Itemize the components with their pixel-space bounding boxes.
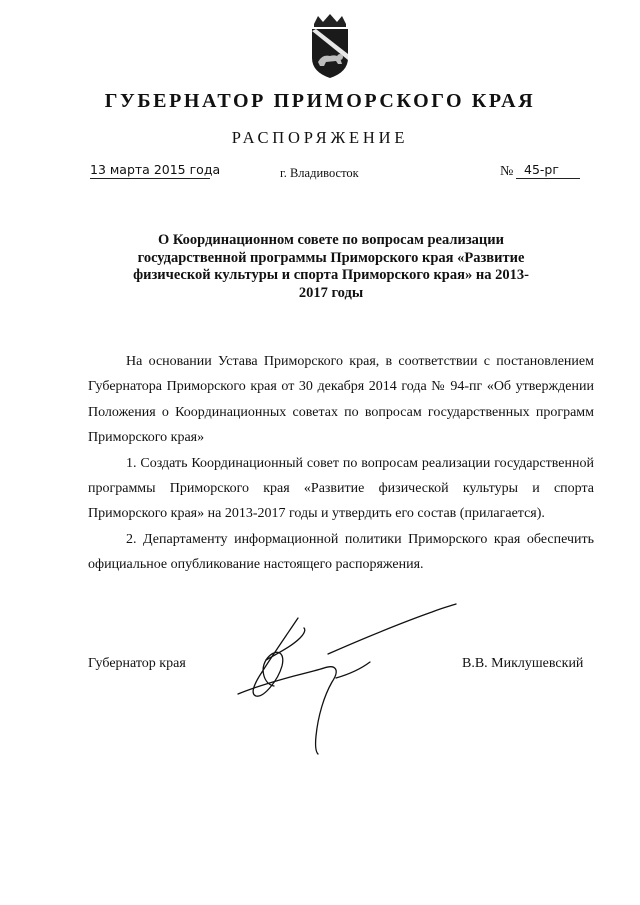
document-meta [0,162,640,186]
coat-of-arms-icon [304,14,356,80]
document-number: 45-рг [516,162,580,179]
document-number-label: № [500,164,514,179]
paragraph-item-2: 2. Департаменту информационной политики Приморского края обеспечить официальное опубликование настоящего распоряжения. [88,531,594,573]
handwritten-signature-icon [220,590,470,760]
paragraph-preamble: На основании Устава Приморского края, в соответствии с постановлением Губернатора Приморского края от 30 декабря 2014 года № 94-пг «Об утверждении Положения о Координационных советах по вопросам государственных программ Приморского края» [88,354,594,446]
document-type: РАСПОРЯЖЕНИЕ [231,128,409,147]
signatory-position: Губернатор края [88,656,186,671]
document-city: г. Владивосток [280,166,359,180]
paragraph-item-1: 1. Создать Координационный совет по вопросам реализации государственной программы Приморского края «Развитие физической культуры и спорта Приморского края» на 2013-2017 годы и утвердить его состав (прилагается). [88,455,594,522]
document-body [88,349,594,578]
document-title: О Координационном совете по вопросам реализации государственной программы Приморского края «Развитие физической культуры и спорта Приморского края» на 2013-2017 годы [133,232,529,301]
signatory-name: В.В. Миклушевский [462,656,584,671]
issuing-authority: ГУБЕРНАТОР ПРИМОРСКОГО КРАЯ [104,90,536,112]
document-date: 13 марта 2015 года [90,162,221,177]
